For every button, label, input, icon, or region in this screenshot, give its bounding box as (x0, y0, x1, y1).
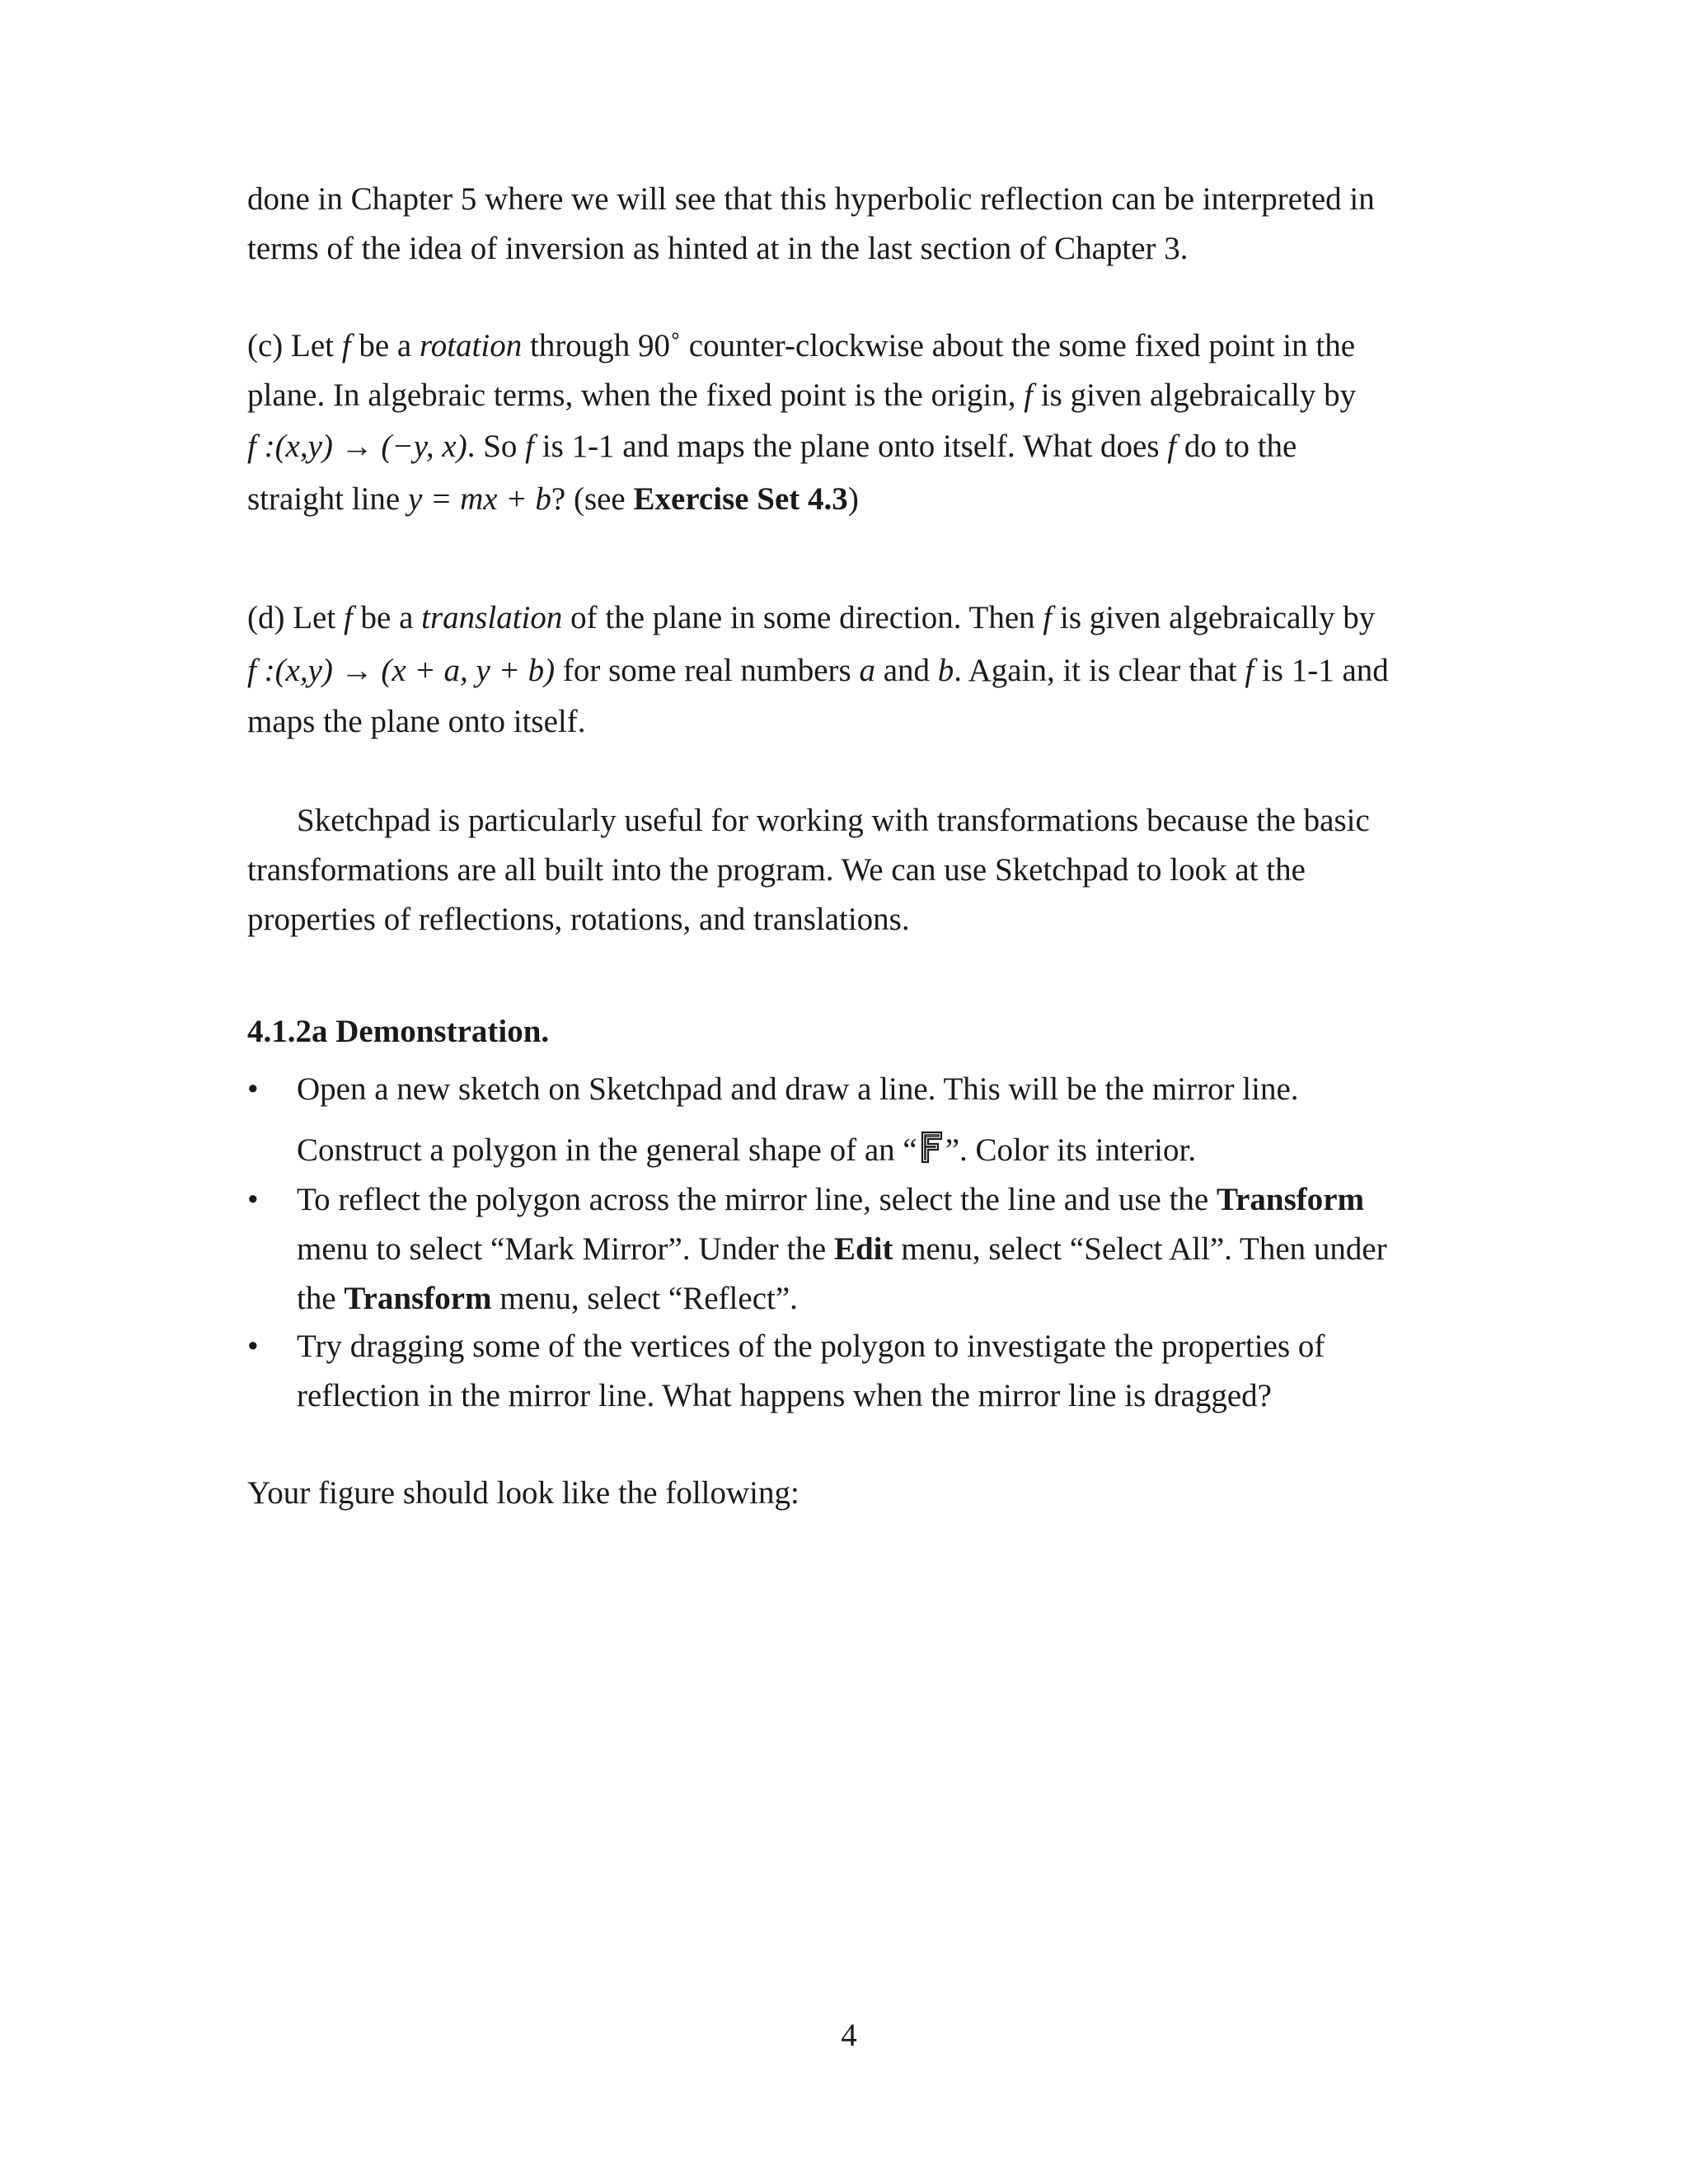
term-translation: translation (421, 600, 563, 635)
text: ) (847, 481, 859, 517)
para-c-line-3 (247, 422, 1296, 471)
para-c-line-1 (247, 321, 1355, 371)
text: of the plane in some direction. Then (562, 600, 1043, 635)
text: menu to select “Mark Mirror”. Under the (297, 1231, 834, 1267)
var-f: f (525, 429, 534, 464)
bullet-2-line-1 (297, 1175, 1364, 1225)
para-c-line-4 (247, 475, 859, 524)
text: ? (see (551, 481, 634, 517)
menu-name-edit: Edit (833, 1231, 893, 1267)
var-f: f (341, 328, 351, 363)
bullet-3-line-1: Try dragging some of the vertices of the polygon to investigate the properties of (297, 1329, 1325, 1364)
sketchpad-line-1: Sketchpad is particularly useful for working with transformations because the basic (297, 803, 1370, 838)
para-c-line-2 (247, 371, 1356, 420)
var-f: f (1245, 653, 1254, 688)
var-f: f (1167, 429, 1177, 464)
closing-line: Your figure should look like the following: (247, 1475, 799, 1511)
text: and (874, 653, 938, 688)
intro-line-1: done in Chapter 5 where we will see that this hyperbolic reflection can be interpreted in (247, 181, 1375, 217)
para-d-line-3: maps the plane onto itself. (247, 704, 586, 739)
bullet-2-line-2 (297, 1225, 1387, 1274)
text: through 90˚ counter-clockwise about the some fixed point in the (522, 328, 1356, 363)
bullet-marker: • (247, 1071, 259, 1107)
text: straight line (247, 481, 408, 517)
text: menu, select “Reflect”. (491, 1281, 798, 1316)
var-f: f (1043, 600, 1053, 635)
var-f: f (1024, 377, 1034, 413)
bullet-1-line-2 (297, 1126, 1196, 1175)
text: the (297, 1281, 345, 1316)
text: Construct a polygon in the general shape of an “ (297, 1132, 917, 1168)
text: (d) Let (247, 600, 344, 635)
text: ”. Color its interior. (945, 1132, 1197, 1168)
para-d-line-2 (247, 646, 1389, 696)
intro-line-2: terms of the idea of inversion as hinted at in the last section of Chapter 3. (247, 231, 1189, 266)
bullet-2-line-3 (297, 1274, 798, 1324)
text: (c) Let (247, 328, 342, 363)
text: is given algebraically by (1052, 600, 1376, 635)
var-b: b (937, 653, 954, 688)
var-f: f (343, 600, 353, 635)
text: . So (467, 429, 526, 464)
menu-name-transform: Transform (1216, 1182, 1365, 1217)
text: be a (350, 328, 420, 363)
formula-line: y = mx + b (407, 481, 551, 517)
para-d-line-1 (247, 593, 1375, 643)
text: do to the (1176, 429, 1297, 464)
formula-translation: f :(x,y) → (x + a, y + b) (247, 653, 556, 688)
f-shape-polygon-icon (919, 1131, 944, 1164)
text: be a (352, 600, 422, 635)
exercise-reference: Exercise Set 4.3 (633, 481, 848, 517)
bullet-1-line-1: Open a new sketch on Sketchpad and draw a line. This will be the mirror line. (297, 1071, 1299, 1107)
text: To reflect the polygon across the mirror line, select the line and use the (297, 1182, 1217, 1217)
text: is 1-1 and (1254, 653, 1389, 688)
bullet-marker: • (247, 1329, 259, 1364)
text: . Again, it is clear that (954, 653, 1245, 688)
text: menu, select “Select All”. Then under (893, 1231, 1387, 1267)
var-a: a (859, 653, 875, 688)
page-number: 4 (841, 2018, 857, 2053)
bullet-3-line-2: reflection in the mirror line. What happens when the mirror line is dragged? (297, 1378, 1272, 1413)
term-rotation: rotation (419, 328, 523, 363)
formula-rotation: f :(x,y) → (−y, x) (247, 429, 467, 464)
text: plane. In algebraic terms, when the fixed point is the origin, (247, 377, 1025, 413)
demonstration-heading: 4.1.2a Demonstration. (247, 1014, 550, 1049)
menu-name-transform: Transform (344, 1281, 492, 1316)
text: is 1-1 and maps the plane onto itself. What does (533, 429, 1168, 464)
sketchpad-line-2: transformations are all built into the program. We can use Sketchpad to look at the (247, 852, 1306, 888)
bullet-marker: • (247, 1182, 259, 1217)
sketchpad-line-3: properties of reflections, rotations, and translations. (247, 902, 910, 937)
text: is given algebraically by (1033, 377, 1357, 413)
text: for some real numbers (555, 653, 860, 688)
